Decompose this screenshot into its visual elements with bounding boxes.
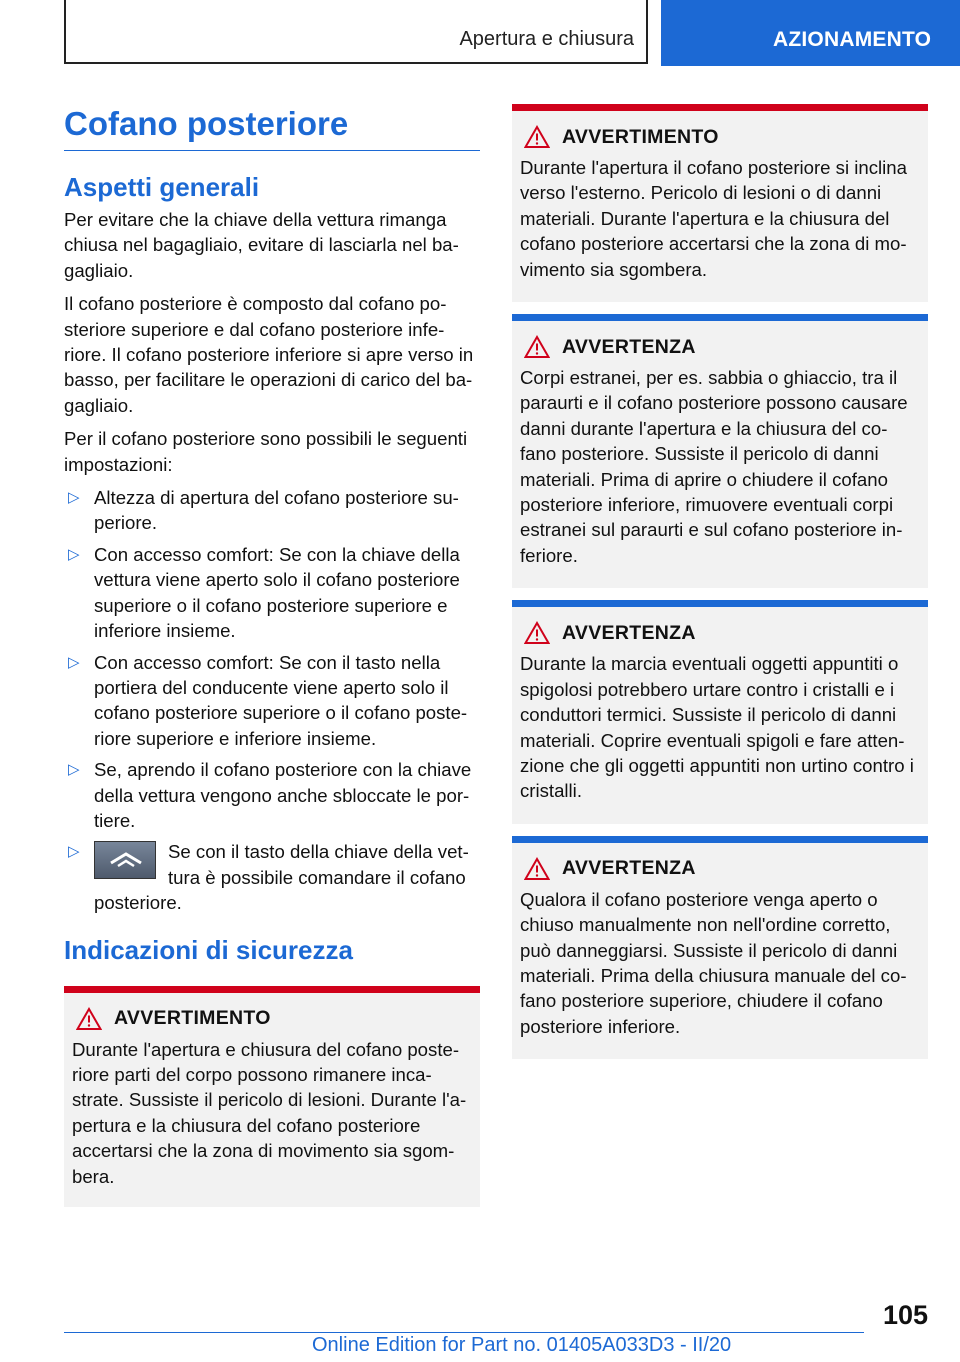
- notice-body: Corpi estranei, per es. sabbia o ghiaccio, tra il paraurti e il cofano posteriore possono causare danni durante l'apertura e la chiusura del co- fano posteriore. Sussiste il pericolo di danni materiali. Prima di aprire o chiudere il cofano posteriore inferiore, rimuovere eventuali corpi estranei sul paraurti e sul cofano posteriore in- feriore.: [520, 367, 908, 566]
- warning-body: Durante l'apertura il cofano posteriore si inclina verso l'esterno. Pericolo di lesioni o di danni materiali. Durante l'apertura e la chiusura del cofano posteriore accertarsi che la zona di mo- vimento sia sgombera.: [520, 157, 907, 280]
- triangle-bullet-icon: ▷: [68, 653, 80, 671]
- notice-box: [512, 600, 928, 823]
- paragraph: Il cofano posteriore è composto dal cofano po- steriore superiore e dal cofano posteriore infe- riore. Il cofano posteriore inferiore si apre verso in basso, per facilitare le operazioni di carico del ba- gagliaio.: [64, 293, 474, 416]
- triangle-bullet-icon: ▷: [68, 843, 80, 861]
- footer-edition: Online Edition for Part no. 01405A033D3 - II/20: [312, 1334, 732, 1356]
- footer-divider: [64, 1332, 864, 1333]
- warning-box: [512, 104, 928, 302]
- paragraph: Per il cofano posteriore sono possibili le seguenti impostazioni:: [64, 428, 468, 475]
- notice-title: AVVERTENZA: [562, 335, 696, 358]
- warning-header: [520, 125, 920, 149]
- notice-box: [512, 836, 928, 1059]
- key-tailgate-button-icon: [94, 841, 156, 879]
- triangle-bullet-icon: ▷: [68, 545, 80, 563]
- notice-header: [520, 621, 920, 645]
- right-column: [512, 104, 928, 1059]
- list-item: ▷ Con accesso comfort: Se con la chiave della vettura viene aperto solo il cofano posteriore superiore o il cofano posteriore superiore e inferiore insieme.: [68, 543, 460, 642]
- notice-title: AVVERTENZA: [562, 621, 696, 644]
- page-number: 105: [882, 1300, 928, 1330]
- warning-body: Durante l'apertura e chiusura del cofano poste- riore parti del corpo possono rimanere inca- strate. Sussiste il pericolo di lesioni. Durante l'a- pertura e la chiusura del cofano posteriore accertarsi che la zona di movimento sia sgom- bera.: [72, 1038, 467, 1187]
- section-heading-safety: Indicazioni di sicurezza: [64, 934, 353, 965]
- triangle-bullet-icon: ▷: [68, 761, 80, 779]
- list-item: ▷ Altezza di apertura del cofano posteriore su- periore.: [68, 487, 459, 534]
- warning-box: [64, 986, 480, 1207]
- settings-list: [64, 485, 480, 916]
- list-item: ▷ Se con il tasto della chiave della vet- tura è possibile comandare il cofano posteriore.: [68, 841, 469, 914]
- triangle-bullet-icon: ▷: [68, 489, 80, 507]
- warning-title: AVVERTIMENTO: [562, 125, 719, 148]
- list-item: ▷ Con accesso comfort: Se con il tasto nella portiera del conducente viene aperto solo il cofano posteriore superiore o il cofano poste- riore superiore e inferiore insieme.: [68, 651, 468, 749]
- section-heading-general: Aspetti generali: [64, 172, 260, 202]
- warning-triangle-icon: [524, 125, 550, 149]
- warning-triangle-icon: [524, 621, 550, 645]
- paragraph: Per evitare che la chiave della vettura rimanga chiusa nel bagagliaio, evitare di lasciarla nel ba- gagliaio.: [64, 209, 459, 281]
- page-title: Cofano posteriore: [64, 104, 480, 151]
- notice-body: Durante la marcia eventuali oggetti appuntiti o spigolosi potrebbero urtare contro i cristalli e i conduttori termici. Sussiste il pericolo di danni materiali. Coprire eventuali spigoli e fare atten- zione che gli oggetti appuntiti non urtino contro i cristalli.: [520, 653, 914, 802]
- list-item: ▷ Se, aprendo il cofano posteriore con la chiave della vettura vengono anche sbloccate le por- tiere.: [68, 759, 472, 831]
- notice-header: [520, 335, 920, 359]
- header-frame: [64, 0, 648, 64]
- warning-header: [72, 1007, 472, 1031]
- warning-triangle-icon: [524, 857, 550, 881]
- warning-triangle-icon: [76, 1007, 102, 1031]
- header-chapter-tab: AZIONAMENTO: [661, 0, 960, 66]
- header-section-title: Apertura e chiusura: [459, 28, 634, 50]
- left-column: [64, 104, 480, 1207]
- warning-triangle-icon: [524, 335, 550, 359]
- notice-box: [512, 314, 928, 588]
- warning-title: AVVERTIMENTO: [114, 1007, 271, 1030]
- notice-title: AVVERTENZA: [562, 857, 696, 880]
- notice-header: [520, 857, 920, 881]
- notice-body: Qualora il cofano posteriore venga aperto o chiuso manualmente non nell'ordine corretto, può danneggiarsi. Sussiste il pericolo di danni materiali. Prima della chiusura manuale del co- fano posteriore superiore, chiudere il cofano posteriore inferiore.: [520, 888, 907, 1037]
